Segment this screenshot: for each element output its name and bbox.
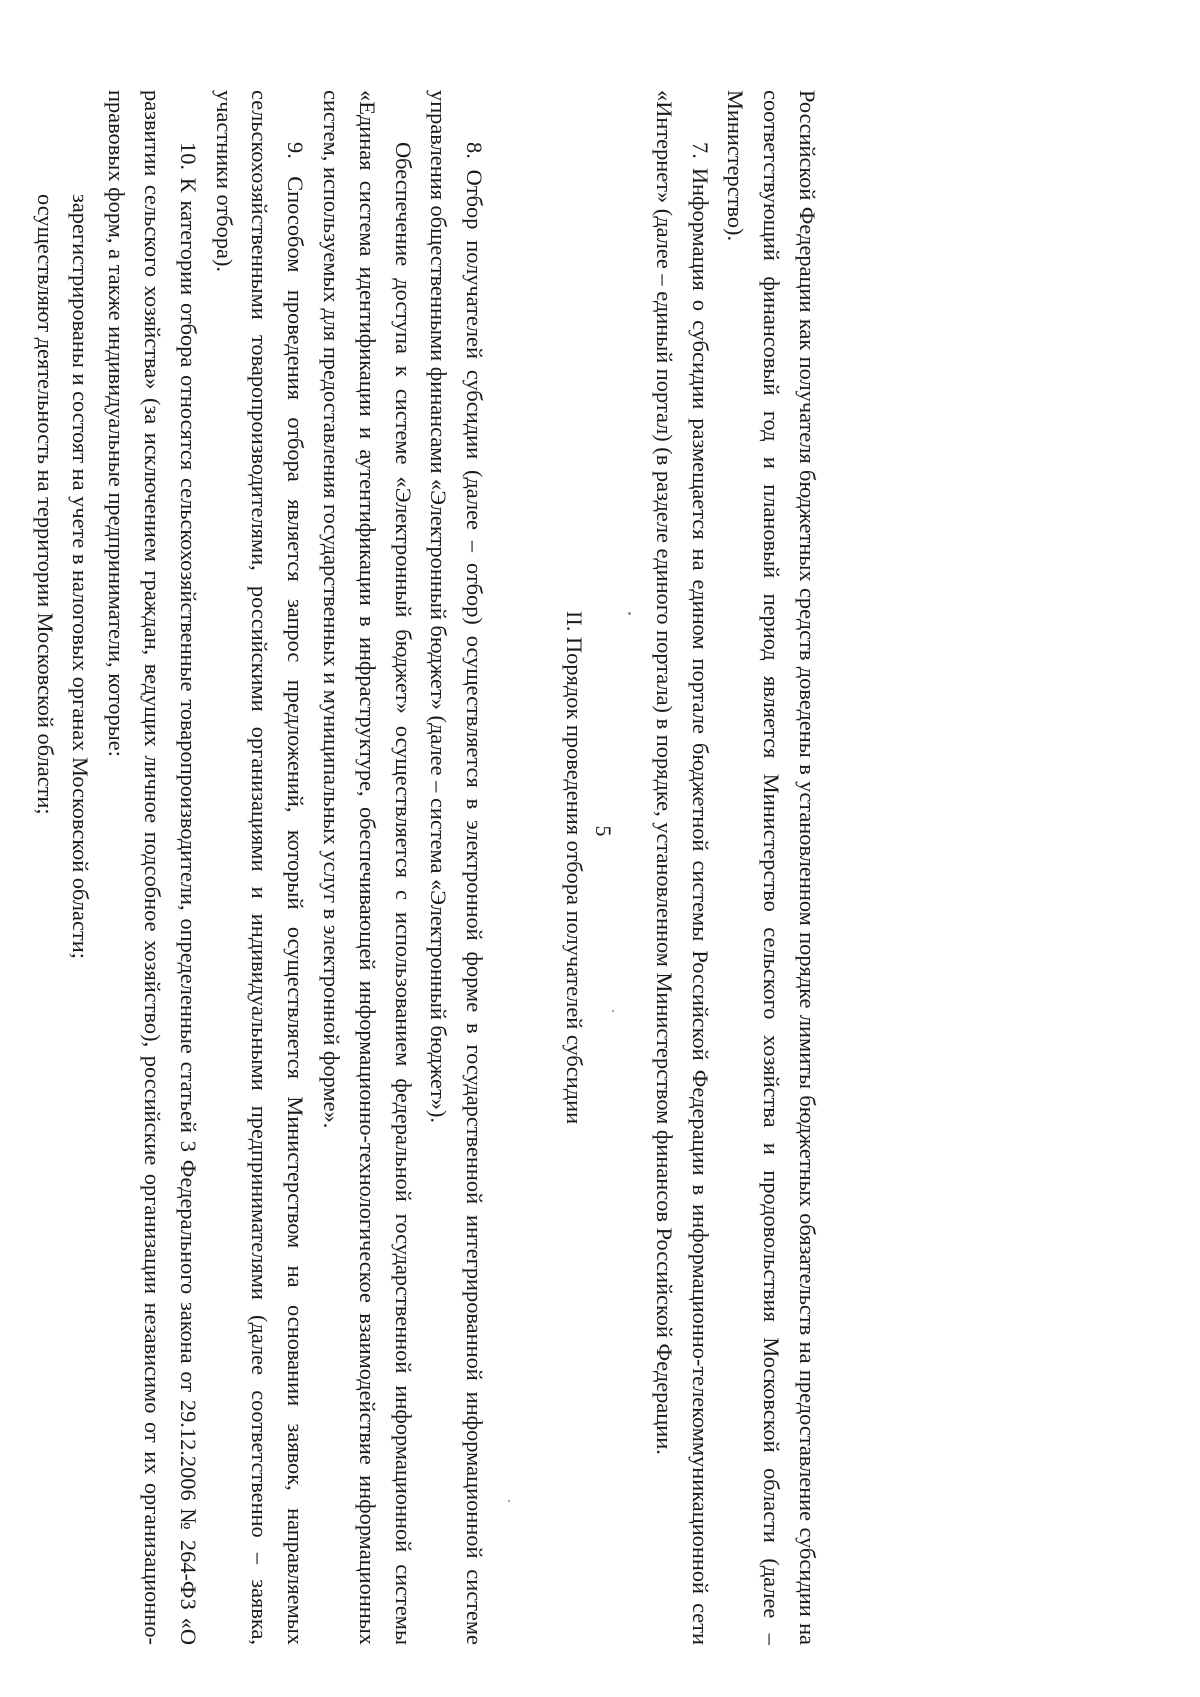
- paragraph-9: 9. Способом проведения отбора является запрос предложений, который осуществляется Министерством на основании заявок, направляемых сельскохозяйственными товаропроизводителями, российскими организациями и индивидуальными предпринимателями (далее соответственно – заявка, участники отбора).: [211, 90, 309, 1645]
- list-item: осуществляют деятельность на территории Московской области;: [32, 194, 58, 815]
- paragraph-8: 8. Отбор получателей субсидии (далее – отбор) осуществляется в электронной форме в государственной интегрированной информационной системе управления общественными финансами «Электронный бюджет» (далее – система «Электронный бюджет»).: [426, 90, 488, 1645]
- scan-speck: [628, 612, 631, 615]
- section-heading: II. Порядок проведения отбора получателей субсидии: [562, 610, 588, 1125]
- paragraph-7: 7. Информация о субсидии размещается на едином портале бюджетной системы Российской Федерации в информационно-телекоммуникационной сети «Интернет» (далее – единый портал) (в разделе единого портала) в порядке, установленном Министерством финансов Российской Федерации.: [651, 90, 713, 1645]
- scan-speck: [508, 1500, 510, 1502]
- paragraph-access: Обеспечение доступа к системе «Электронный бюджет» осуществляется с использованием федеральной государственной информационной системы «Единая система идентификации и аутентификации в инфраструктуре, обеспечивающей информационно-технологическое взаимодействие информационных систем, используемых для предоставления государственных и муниципальных услуг в электронной форме».: [319, 90, 416, 1645]
- list-item: зарегистрированы и состоят на учете в налоговых органах Московской области;: [68, 194, 94, 959]
- paragraph-continuation: Российской Федерации как получателя бюджетных средств доведены в установленном порядке лимиты бюджетных обязательств на предоставление субсидии на соответствующий финансовый год и плановый период является Министерство сельского хозяйства и продовольствия Московской области (далее – Министерство).: [723, 90, 820, 1645]
- document-body: [32, 90, 825, 1645]
- page-number: 5: [591, 825, 616, 837]
- paragraph-10: 10. К категории отбора относятся сельскохозяйственные товаропроизводители, определенные статьей 3 Федерального закона от 29.12.2006 № 264-ФЗ «О развитии сельского хозяйства» (за исключением граждан, ведущих личное подсобное хозяйство), российские организации независимо от их организационно-правовых форм, а также индивидуальные предприниматели, которые:: [104, 90, 201, 1645]
- scan-speck: [612, 1010, 614, 1012]
